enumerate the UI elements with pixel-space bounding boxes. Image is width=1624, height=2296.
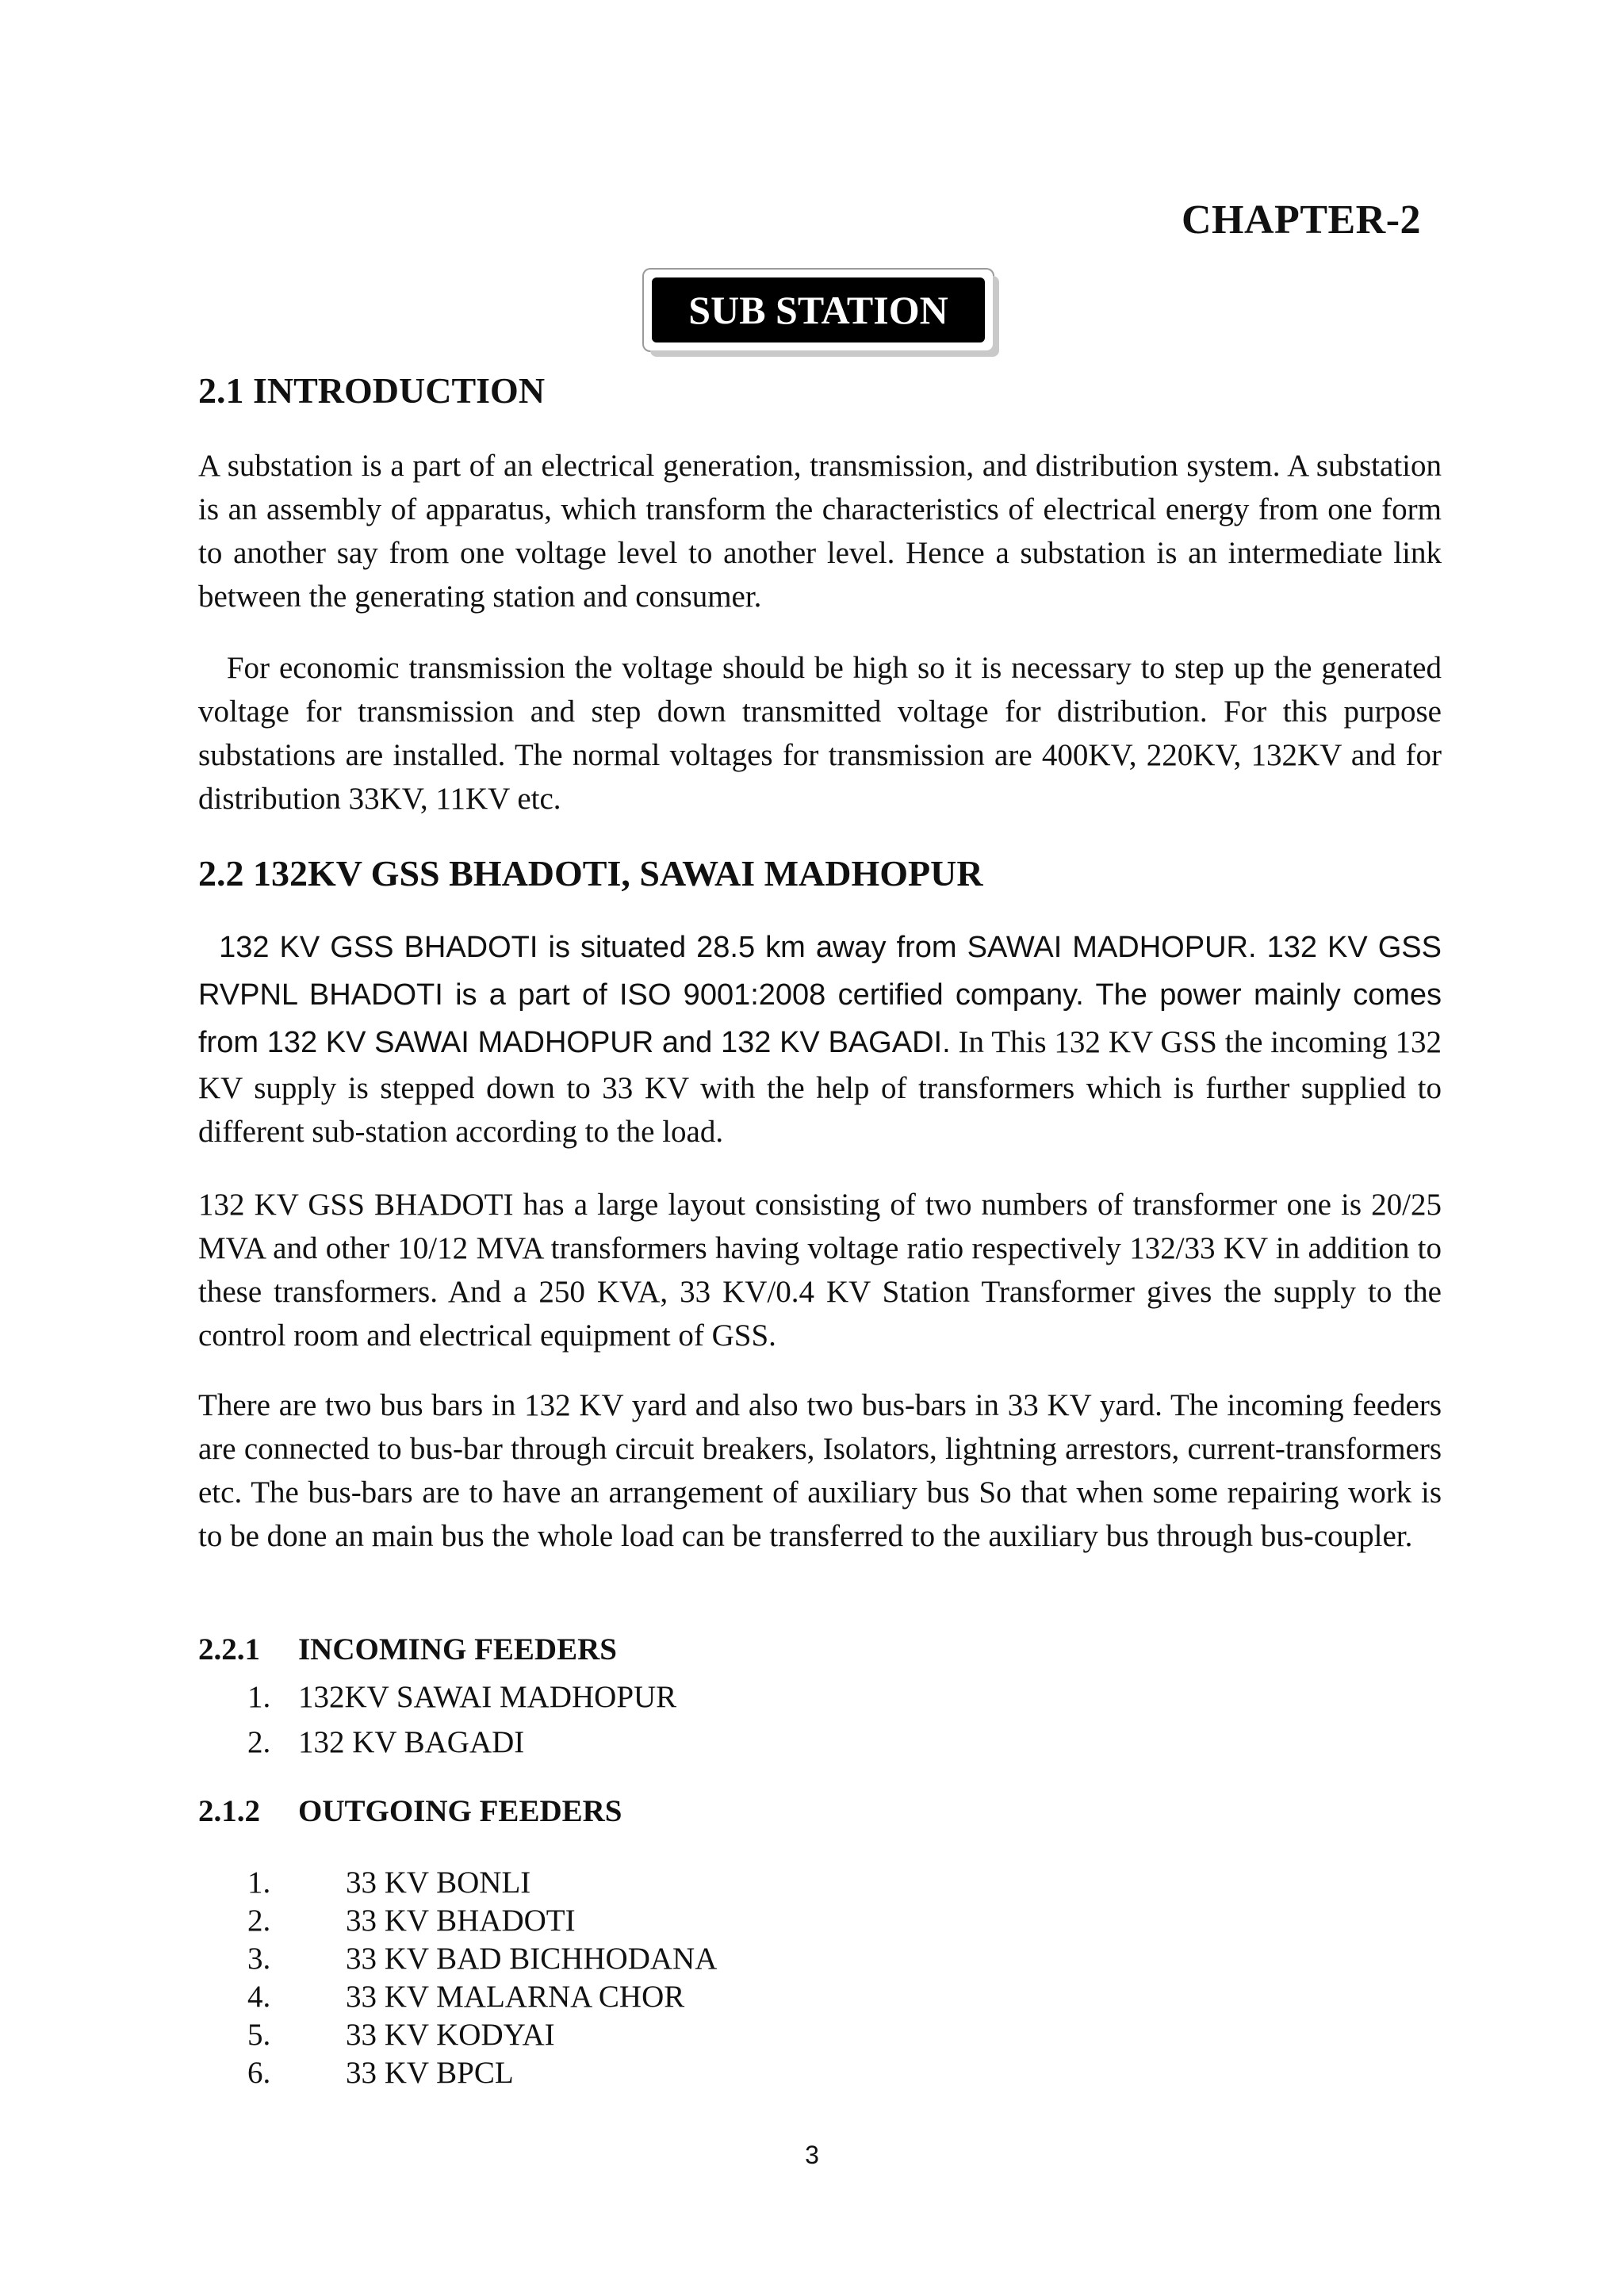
outgoing-feeders-title: OUTGOING FEEDERS	[298, 1794, 622, 1828]
chapter-label: CHAPTER-2	[1182, 197, 1422, 243]
outgoing-feeders-heading	[198, 1793, 622, 1829]
title-banner	[644, 270, 993, 350]
list-item: 1. 132KV SAWAI MADHOPUR	[247, 1680, 677, 1714]
page-number: 3	[805, 2141, 819, 2169]
incoming-feeders-number: 2.2.1	[198, 1632, 260, 1667]
list-item: 4. 33 KV MALARNA CHOR	[247, 1980, 685, 2014]
gss-paragraph-1	[198, 924, 1442, 1154]
gss-paragraph-2: 132 KV GSS BHADOTI has a large layout consisting of two numbers of transformer one is 20/25 MVA and other 10/12 MVA transformers having voltage ratio respectively 132/33 KV in addition to these transformers. And a 250 KVA, 33 KV/0.4 KV Station Transformer gives the supply to the control room and electrical equipment of GSS.	[198, 1188, 1442, 1353]
list-item: 6. 33 KV BPCL	[247, 2056, 514, 2090]
section-heading-introduction: 2.1 INTRODUCTION	[198, 370, 546, 411]
outgoing-feeders-number: 2.1.2	[198, 1794, 260, 1828]
banner-title: SUB STATION	[652, 277, 985, 342]
list-item: 5. 33 KV KODYAI	[247, 2018, 555, 2052]
incoming-feeders-list	[247, 1674, 676, 1765]
list-item: 1. 33 KV BONLI	[247, 1866, 531, 1900]
gss-paragraph-3: There are two bus bars in 132 KV yard and also two bus-bars in 33 KV yard. The incoming feeders are connected to bus-bar through circuit breakers, Isolators, lightning arrestors, current-transformers etc. The bus-bars are to have an arrangement of auxiliary bus So that when some repairing work is to be done an main bus the whole load can be transferred to the auxiliary bus through bus-coupler.	[198, 1388, 1442, 1553]
gss-paragraph-1-serif: In This 132 KV GSS the incoming 132 KV supply is stepped down to 33 KV with the help of transformers which is further supplied to different sub-station according to the load.	[198, 1025, 1442, 1149]
intro-paragraph-2: For economic transmission the voltage should be high so it is necessary to step up the generated voltage for transmission and step down transmitted voltage for distribution. For this purpose substations are installed. The normal voltages for transmission are 400KV, 220KV, 132KV and for distribution 33KV, 11KV etc.	[198, 651, 1442, 816]
intro-paragraph-1: A substation is a part of an electrical generation, transmission, and distribution system. A substation is an assembly of apparatus, which transform the characteristics of electrical energy from one form to another say from one voltage level to another level. Hence a substation is an intermediate link between the generating station and consumer.	[198, 449, 1442, 614]
incoming-feeders-heading	[198, 1632, 617, 1667]
gss-paragraph-1-sans: 132 KV GSS BHADOTI is situated 28.5 km away from SAWAI MADHOPUR. 132 KV GSS RVPNL BHADOTI is a part of ISO 9001:2008 certified company. The power mainly comes from 132 KV SAWAI MADHOPUR and 132 KV BAGADI.	[198, 931, 1442, 1059]
list-item: 2. 33 KV BHADOTI	[247, 1904, 576, 1938]
outgoing-feeders-list	[247, 1864, 717, 2092]
section-heading-gss: 2.2 132KV GSS BHADOTI, SAWAI MADHOPUR	[198, 853, 983, 894]
list-item: 3. 33 KV BAD BICHHODANA	[247, 1942, 718, 1976]
list-item: 2. 132 KV BAGADI	[247, 1725, 525, 1759]
incoming-feeders-title: INCOMING FEEDERS	[298, 1632, 617, 1667]
